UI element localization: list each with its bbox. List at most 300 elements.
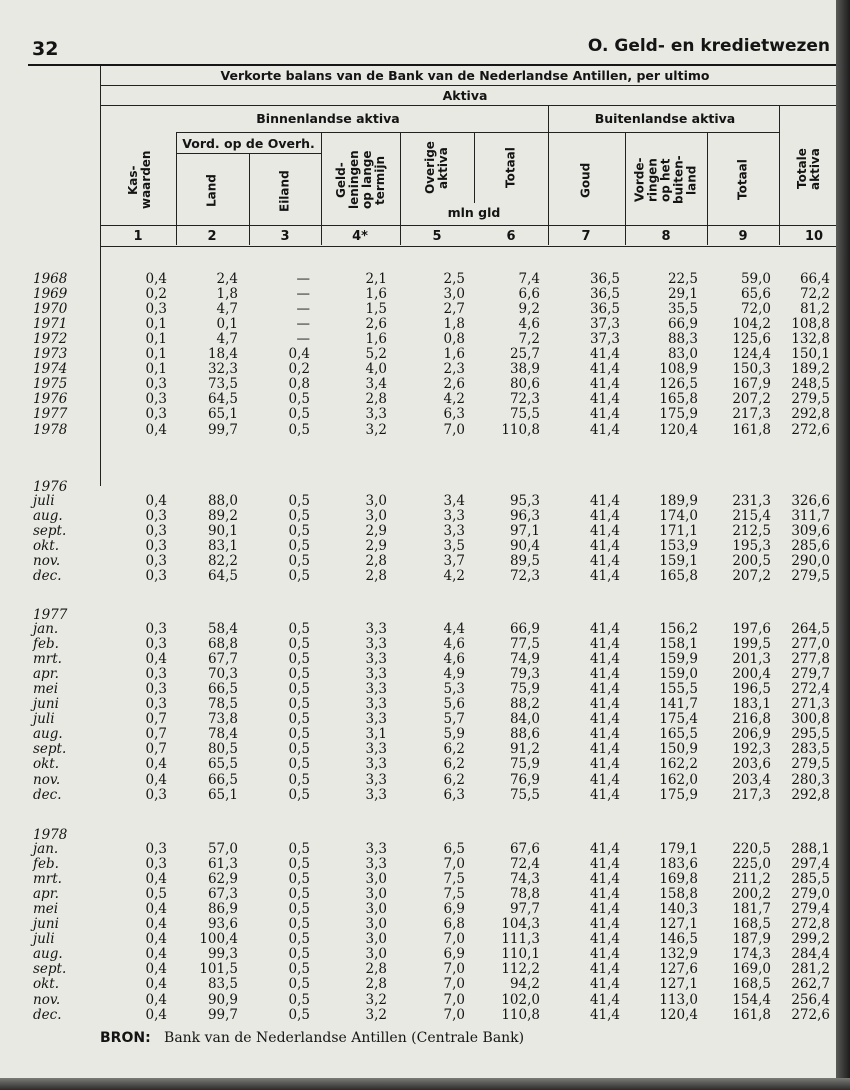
cell-col-2: 1,8 (216, 286, 238, 303)
row-label: okt. (33, 538, 60, 555)
cell-col-6: 75,5 (509, 786, 540, 803)
cell-col-4: 3,3 (365, 406, 387, 423)
row-label: sept. (33, 961, 67, 978)
cell-col-7: 41,4 (589, 666, 620, 683)
cell-col-6: 110,8 (501, 1006, 540, 1023)
cell-col-9: 195,3 (732, 538, 771, 555)
cell-col-7: 41,4 (589, 406, 620, 423)
cell-col-8: 83,0 (667, 346, 698, 363)
cell-col-10: 108,8 (791, 316, 830, 333)
cell-col-1: 0,3 (145, 786, 167, 803)
cell-col-9: 154,4 (732, 991, 771, 1008)
cell-col-3: 0,5 (288, 991, 310, 1008)
col-number-5: 5 (432, 229, 442, 244)
cell-col-2: 90,9 (207, 991, 238, 1008)
cell-col-1: 0,4 (145, 771, 167, 788)
cell-col-10: 279,0 (791, 886, 830, 903)
cell-col-4: 3,0 (365, 871, 387, 888)
cell-col-5: 4,2 (443, 568, 465, 585)
cell-col-1: 0,4 (145, 421, 167, 438)
row-label: jan. (33, 841, 59, 857)
cell-col-5: 6,3 (443, 786, 465, 803)
cell-col-6: 95,3 (509, 493, 540, 509)
cell-col-1: 0,3 (145, 508, 167, 525)
cell-col-7: 36,5 (589, 286, 620, 303)
cell-col-10: 290,0 (791, 553, 830, 570)
cell-col-2: 57,0 (207, 841, 238, 857)
table-row (0, 977, 836, 992)
vord-overh-label: Vord. op de Overh. (182, 136, 315, 151)
chapter-title: O. Geld- en kredietwezen (587, 36, 830, 56)
cell-col-3: 0,5 (288, 901, 310, 918)
header-eiland: Eiland (277, 170, 292, 212)
col-number-4: 4* (352, 229, 368, 244)
cell-col-5: 1,6 (443, 346, 465, 363)
cell-col-1: 0,4 (145, 901, 167, 918)
cell-col-8: 153,9 (659, 538, 698, 555)
cell-col-2: 67,7 (207, 651, 238, 668)
cell-col-7: 41,4 (589, 786, 620, 803)
cell-col-6: 74,9 (509, 651, 540, 668)
cell-col-2: 99,7 (207, 1006, 238, 1023)
cell-col-3: 0,5 (288, 976, 310, 993)
cell-col-7: 41,4 (589, 421, 620, 438)
row-label: 1975 (33, 376, 68, 393)
col-divider-5 (474, 133, 475, 203)
cell-col-7: 41,4 (589, 553, 620, 570)
cell-col-1: 0,3 (145, 538, 167, 555)
cell-col-9: 187,9 (732, 931, 771, 948)
table-row (0, 272, 836, 287)
cell-col-8: 189,9 (659, 493, 698, 509)
cell-col-6: 78,8 (509, 886, 540, 903)
cell-col-3: 0,5 (288, 916, 310, 933)
cell-col-5: 5,7 (443, 711, 465, 728)
cell-col-4: 3,3 (365, 741, 387, 758)
cell-col-9: 181,7 (732, 901, 771, 918)
cell-col-6: 90,4 (509, 538, 540, 555)
cell-col-6: 6,6 (518, 286, 540, 303)
table-row (0, 622, 836, 637)
cell-col-7: 41,4 (589, 621, 620, 637)
row-label: apr. (33, 666, 59, 683)
col-number-2: 2 (207, 229, 217, 244)
cell-col-10: 283,5 (791, 741, 830, 758)
cell-col-8: 171,1 (659, 523, 698, 540)
cell-col-3: 0,5 (288, 696, 310, 713)
row-label: 1973 (33, 346, 68, 363)
cell-col-10: 285,5 (791, 871, 830, 888)
cell-col-4: 3,3 (365, 771, 387, 788)
cell-col-4: 1,6 (365, 286, 387, 303)
cell-col-2: 64,5 (207, 568, 238, 585)
table-row (0, 377, 836, 392)
cell-col-6: 72,3 (509, 568, 540, 585)
cell-col-8: 113,0 (659, 991, 698, 1008)
cell-col-9: 197,6 (732, 621, 771, 637)
cell-col-9: 168,5 (732, 976, 771, 993)
cell-col-3: 0,2 (288, 361, 310, 378)
cell-col-7: 41,4 (589, 361, 620, 378)
table-row (0, 842, 836, 857)
cell-col-6: 72,3 (509, 391, 540, 408)
cell-col-10: 150,1 (791, 346, 830, 363)
cell-col-8: 183,6 (659, 856, 698, 873)
col-divider-3 (321, 133, 322, 245)
cell-col-5: 6,2 (443, 756, 465, 773)
source-text: Bank van de Nederlandse Antillen (Centrale Bank) (164, 1030, 525, 1046)
cell-col-10: 66,4 (799, 271, 830, 287)
cell-col-7: 41,4 (589, 741, 620, 758)
row-label: mei (33, 681, 59, 698)
cell-col-1: 0,4 (145, 931, 167, 948)
cell-col-6: 72,4 (509, 856, 540, 873)
cell-col-1: 0,4 (145, 1006, 167, 1023)
cell-col-2: 99,3 (207, 946, 238, 963)
cell-col-10: 277,0 (791, 636, 830, 653)
cell-col-7: 41,4 (589, 391, 620, 408)
cell-col-7: 37,3 (589, 316, 620, 333)
row-label: okt. (33, 756, 60, 773)
cell-col-10: 279,5 (791, 756, 830, 773)
cell-col-7: 41,4 (589, 651, 620, 668)
cell-col-1: 0,1 (145, 316, 167, 333)
cell-col-2: 78,5 (207, 696, 238, 713)
cell-col-1: 0,3 (145, 856, 167, 873)
cell-col-3: — (296, 316, 310, 333)
table-row (0, 757, 836, 772)
cell-col-4: 3,2 (365, 421, 387, 438)
cell-col-6: 97,7 (509, 901, 540, 918)
cell-col-9: 216,8 (732, 711, 771, 728)
cell-col-10: 292,8 (791, 406, 830, 423)
cell-col-5: 3,7 (443, 553, 465, 570)
cell-col-1: 0,4 (145, 991, 167, 1008)
row-label: aug. (33, 508, 63, 525)
row-label: juli (33, 711, 55, 728)
cell-col-3: 0,5 (288, 726, 310, 743)
row-label: dec. (33, 786, 62, 803)
table-row (0, 287, 836, 302)
cell-col-8: 162,0 (659, 771, 698, 788)
cell-col-5: 6,2 (443, 741, 465, 758)
cell-col-5: 7,0 (443, 1006, 465, 1023)
cell-col-10: 295,5 (791, 726, 830, 743)
cell-col-9: 200,5 (732, 553, 771, 570)
cell-col-8: 127,1 (659, 916, 698, 933)
table-row (0, 317, 836, 332)
cell-col-9: 199,5 (732, 636, 771, 653)
cell-col-1: 0,3 (145, 621, 167, 637)
cell-col-7: 41,4 (589, 538, 620, 555)
cell-col-8: 132,9 (659, 946, 698, 963)
cell-col-6: 102,0 (501, 991, 540, 1008)
header-rule-6 (100, 246, 836, 247)
cell-col-2: 65,5 (207, 756, 238, 773)
page-number: 32 (32, 38, 59, 60)
cell-col-3: 0,5 (288, 871, 310, 888)
cell-col-10: 279,4 (791, 901, 830, 918)
cell-col-6: 67,6 (509, 841, 540, 857)
cell-col-5: 2,7 (443, 301, 465, 318)
cell-col-2: 2,4 (216, 271, 238, 287)
cell-col-4: 3,3 (365, 856, 387, 873)
cell-col-8: 155,5 (659, 681, 698, 698)
col-number-10: 10 (804, 229, 824, 244)
cell-col-6: 104,3 (501, 916, 540, 933)
cell-col-3: 0,5 (288, 1006, 310, 1023)
cell-col-3: — (296, 331, 310, 348)
cell-col-1: 0,5 (145, 886, 167, 903)
cell-col-8: 127,6 (659, 961, 698, 978)
cell-col-10: 132,8 (791, 331, 830, 348)
cell-col-6: 77,5 (509, 636, 540, 653)
row-label: sept. (33, 741, 67, 758)
cell-col-2: 99,7 (207, 421, 238, 438)
cell-col-3: 0,8 (288, 376, 310, 393)
header-rule-3 (176, 132, 779, 133)
row-label: jan. (33, 621, 59, 637)
table-row (0, 872, 836, 887)
cell-col-2: 100,4 (199, 931, 238, 948)
cell-col-6: 74,3 (509, 871, 540, 888)
table-row (0, 423, 836, 438)
cell-col-2: 90,1 (207, 523, 238, 540)
table-row (0, 652, 836, 667)
cell-col-5: 7,0 (443, 856, 465, 873)
cell-col-3: 0,5 (288, 523, 310, 540)
cell-col-2: 73,8 (207, 711, 238, 728)
cell-col-3: 0,5 (288, 961, 310, 978)
cell-col-6: 80,6 (509, 376, 540, 393)
row-label: 1971 (33, 316, 68, 333)
cell-col-5: 6,2 (443, 771, 465, 788)
page-bottom-edge (0, 1078, 850, 1090)
cell-col-7: 41,4 (589, 931, 620, 948)
row-label: 1976 (33, 391, 68, 408)
cell-col-9: 225,0 (732, 856, 771, 873)
cell-col-2: 67,3 (207, 886, 238, 903)
cell-col-5: 6,3 (443, 406, 465, 423)
cell-col-6: 38,9 (509, 361, 540, 378)
cell-col-2: 18,4 (207, 346, 238, 363)
table-row (0, 697, 836, 712)
cell-col-10: 256,4 (791, 991, 830, 1008)
cell-col-4: 3,0 (365, 901, 387, 918)
cell-col-5: 3,5 (443, 538, 465, 555)
cell-col-8: 165,8 (659, 391, 698, 408)
cell-col-10: 292,8 (791, 786, 830, 803)
table-row (0, 1008, 836, 1023)
cell-col-9: 217,3 (732, 406, 771, 423)
cell-col-3: 0,4 (288, 346, 310, 363)
cell-col-4: 5,2 (365, 346, 387, 363)
cell-col-3: 0,5 (288, 756, 310, 773)
cell-col-3: 0,5 (288, 508, 310, 525)
cell-col-10: 272,8 (791, 916, 830, 933)
source-label: BRON: (100, 1030, 151, 1046)
cell-col-2: 65,1 (207, 786, 238, 803)
cell-col-6: 66,9 (509, 621, 540, 637)
row-label: 1978 (33, 421, 68, 438)
cell-col-4: 3,0 (365, 916, 387, 933)
table-row (0, 727, 836, 742)
cell-col-3: 0,5 (288, 666, 310, 683)
table-row (0, 667, 836, 682)
table-row (0, 494, 836, 509)
cell-col-8: 66,9 (667, 316, 698, 333)
header-land: Land (204, 174, 219, 208)
cell-col-2: 66,5 (207, 681, 238, 698)
cell-col-4: 3,0 (365, 946, 387, 963)
col-number-7: 7 (581, 229, 591, 244)
row-label: okt. (33, 976, 60, 993)
cell-col-5: 7,0 (443, 991, 465, 1008)
book-spine (836, 0, 850, 1090)
cell-col-1: 0,4 (145, 946, 167, 963)
col-divider-7 (625, 133, 626, 245)
table-row (0, 742, 836, 757)
row-label: nov. (33, 553, 61, 570)
cell-col-4: 3,3 (365, 666, 387, 683)
cell-col-3: 0,5 (288, 493, 310, 509)
cell-col-8: 175,9 (659, 786, 698, 803)
cell-col-3: — (296, 271, 310, 287)
cell-col-5: 6,8 (443, 916, 465, 933)
cell-col-6: 112,2 (501, 961, 540, 978)
cell-col-3: 0,5 (288, 786, 310, 803)
cell-col-9: 167,9 (732, 376, 771, 393)
cell-col-2: 64,5 (207, 391, 238, 408)
cell-col-4: 2,8 (365, 553, 387, 570)
cell-col-8: 175,4 (659, 711, 698, 728)
cell-col-7: 41,4 (589, 508, 620, 525)
cell-col-10: 264,5 (791, 621, 830, 637)
row-label: juli (33, 493, 55, 509)
col-number-1: 1 (133, 229, 143, 244)
cell-col-2: 101,5 (199, 961, 238, 978)
cell-col-9: 201,3 (732, 651, 771, 668)
col-divider-2 (249, 154, 250, 245)
cell-col-10: 271,3 (791, 696, 830, 713)
cell-col-8: 179,1 (659, 841, 698, 857)
cell-col-4: 3,3 (365, 841, 387, 857)
cell-col-5: 3,3 (443, 508, 465, 525)
row-label: aug. (33, 946, 63, 963)
cell-col-7: 41,4 (589, 346, 620, 363)
cell-col-1: 0,3 (145, 666, 167, 683)
cell-col-5: 7,0 (443, 421, 465, 438)
cell-col-10: 281,2 (791, 961, 830, 978)
cell-col-4: 3,3 (365, 696, 387, 713)
cell-col-9: 72,0 (740, 301, 771, 318)
cell-col-9: 174,3 (732, 946, 771, 963)
cell-col-7: 41,4 (589, 841, 620, 857)
cell-col-6: 111,3 (501, 931, 540, 948)
cell-col-1: 0,4 (145, 651, 167, 668)
cell-col-5: 7,0 (443, 961, 465, 978)
cell-col-9: 150,3 (732, 361, 771, 378)
cell-col-6: 75,5 (509, 406, 540, 423)
cell-col-6: 75,9 (509, 756, 540, 773)
cell-col-6: 88,2 (509, 696, 540, 713)
cell-col-8: 169,8 (659, 871, 698, 888)
cell-col-7: 41,4 (589, 771, 620, 788)
row-label: juni (33, 916, 59, 933)
col-number-9: 9 (738, 229, 748, 244)
cell-col-10: 277,8 (791, 651, 830, 668)
cell-col-8: 120,4 (659, 1006, 698, 1023)
cell-col-5: 2,5 (443, 271, 465, 287)
cell-col-7: 41,4 (589, 991, 620, 1008)
cell-col-1: 0,1 (145, 346, 167, 363)
cell-col-7: 41,4 (589, 871, 620, 888)
cell-col-5: 3,3 (443, 523, 465, 540)
cell-col-3: 0,5 (288, 886, 310, 903)
cell-col-3: 0,5 (288, 636, 310, 653)
cell-col-10: 299,2 (791, 931, 830, 948)
table-row (0, 569, 836, 584)
table-row (0, 362, 836, 377)
cell-col-1: 0,3 (145, 568, 167, 585)
cell-col-3: — (296, 286, 310, 303)
table-row (0, 947, 836, 962)
cell-col-3: 0,5 (288, 841, 310, 857)
cell-col-4: 3,3 (365, 756, 387, 773)
cell-col-10: 262,7 (791, 976, 830, 993)
cell-col-8: 165,8 (659, 568, 698, 585)
cell-col-9: 203,4 (732, 771, 771, 788)
cell-col-4: 3,4 (365, 376, 387, 393)
cell-col-4: 2,9 (365, 523, 387, 540)
header-totaal-binnen: Totaal (503, 147, 518, 189)
cell-col-4: 2,1 (365, 271, 387, 287)
table-row (0, 887, 836, 902)
cell-col-1: 0,3 (145, 523, 167, 540)
cell-col-4: 2,8 (365, 961, 387, 978)
cell-col-1: 0,7 (145, 711, 167, 728)
cell-col-5: 4,2 (443, 391, 465, 408)
cell-col-2: 82,2 (207, 553, 238, 570)
cell-col-7: 41,4 (589, 756, 620, 773)
cell-col-10: 81,2 (799, 301, 830, 318)
cell-col-9: 220,5 (732, 841, 771, 857)
cell-col-4: 3,2 (365, 1006, 387, 1023)
cell-col-4: 2,9 (365, 538, 387, 555)
row-label: dec. (33, 1006, 62, 1023)
cell-col-5: 6,9 (443, 901, 465, 918)
cell-col-8: 159,0 (659, 666, 698, 683)
cell-col-5: 4,4 (443, 621, 465, 637)
cell-col-10: 326,6 (791, 493, 830, 509)
cell-col-8: 174,0 (659, 508, 698, 525)
cell-col-10: 272,6 (791, 1006, 830, 1023)
cell-col-2: 66,5 (207, 771, 238, 788)
cell-col-2: 78,4 (207, 726, 238, 743)
row-label: 1969 (33, 286, 68, 303)
cell-col-3: 0,5 (288, 621, 310, 637)
cell-col-3: 0,5 (288, 946, 310, 963)
cell-col-7: 41,4 (589, 493, 620, 509)
group-label: 1978 (33, 827, 68, 843)
cell-col-9: 207,2 (732, 568, 771, 585)
table-row (0, 637, 836, 652)
table-row (0, 509, 836, 524)
table-row (0, 902, 836, 917)
cell-col-10: 189,2 (791, 361, 830, 378)
cell-col-8: 150,9 (659, 741, 698, 758)
table-row (0, 857, 836, 872)
